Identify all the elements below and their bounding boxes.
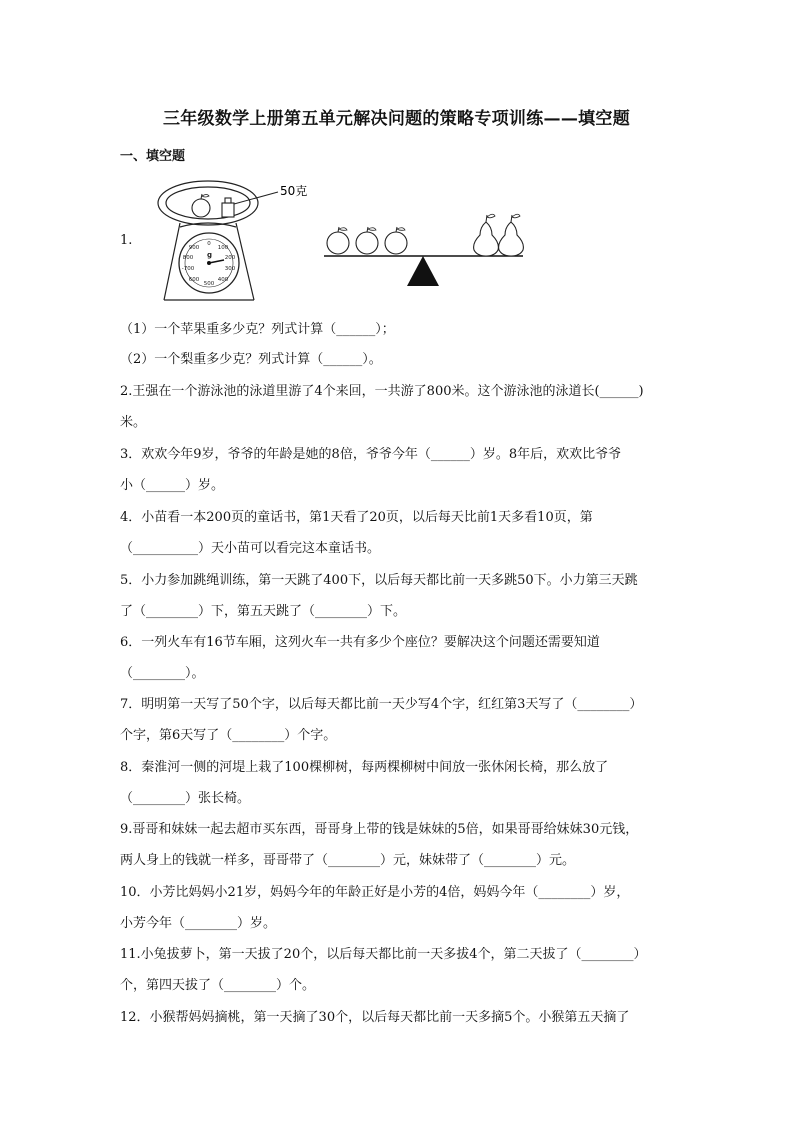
dial-needle <box>207 260 224 265</box>
question-9-line-2: 两人身上的钱就一样多，哥哥带了（________）元，妹妹带了（________）元。 <box>120 853 576 868</box>
apple-icon <box>192 194 210 217</box>
apple-icon <box>385 227 407 254</box>
question-1-number: 1. <box>120 233 133 248</box>
page-title: 三年级数学上册第五单元解决问题的策略专项训练——填空题 <box>162 109 631 129</box>
question-3-line-2: 小（______）岁。 <box>120 478 225 493</box>
dial-tick: 600 <box>188 277 200 283</box>
dial-tick: 900 <box>188 245 200 251</box>
dial-tick: 0 <box>207 241 211 247</box>
dial-tick: 800 <box>182 255 194 261</box>
dial-tick: 400 <box>217 277 229 283</box>
question-1-part-1: （1）一个苹果重多少克？列式计算（______）； <box>120 322 395 337</box>
question-12-line-1: 12．小猴帮妈妈摘桃，第一天摘了30个，以后每天都比前一天多摘5个。小猴第五天摘了 <box>120 1010 630 1025</box>
dial-tick: -700 <box>181 266 195 272</box>
section-heading: 一、填空题 <box>120 149 186 164</box>
question-11-line-2: 个，第四天拔了（________）个。 <box>120 978 316 993</box>
question-2-line-1: 2.王强在一个游泳池的泳道里游了4个来回，一共游了800米。这个游泳池的泳道长(______) <box>120 384 644 399</box>
dial-tick: 500 <box>203 281 215 287</box>
question-1-figure <box>150 175 530 305</box>
apple-icon <box>356 227 378 254</box>
dial-tick: 100 <box>217 245 229 251</box>
dial-tick: 300 <box>224 266 236 272</box>
dial-tick: 200 <box>224 255 236 261</box>
question-10-line-2: 小芳今年（________）岁。 <box>120 916 277 931</box>
weight-label: 50克 <box>280 184 308 198</box>
question-6-line-2: （________）。 <box>120 666 205 681</box>
question-5-line-1: 5．小力参加跳绳训练，第一天跳了400下，以后每天都比前一天多跳50下。小力第三天跳 <box>120 573 638 588</box>
question-4-line-1: 4．小苗看一本200页的童话书，第1天看了20页，以后每天比前1天多看10页，第 <box>120 510 593 525</box>
question-2-line-2: 米。 <box>120 415 147 430</box>
dial-unit: g <box>207 251 213 259</box>
pear-icon <box>474 214 499 256</box>
question-10-line-1: 10．小芳比妈妈小21岁，妈妈今年的年龄正好是小芳的4倍，妈妈今年（________）岁， <box>120 885 630 900</box>
question-8-line-2: （________）张长椅。 <box>120 791 251 806</box>
question-11-line-1: 11.小兔拔萝卜，第一天拔了20个，以后每天都比前一天多拔4个，第二天拔了（________） <box>120 947 647 962</box>
weight-icon <box>222 198 234 217</box>
question-3-line-1: 3．欢欢今年9岁，爷爷的年龄是她的8倍，爷爷今年（______）岁。8年后，欢欢比爷爷 <box>120 447 622 462</box>
apple-icon <box>327 227 349 254</box>
question-9-line-1: 9.哥哥和妹妹一起去超市买东西，哥哥身上带的钱是妹妹的5倍，如果哥哥给妹妹30元钱， <box>120 822 639 837</box>
question-8-line-1: 8．秦淮河一侧的河堤上栽了100棵柳树，每两棵柳树中间放一张休闲长椅，那么放了 <box>120 760 609 775</box>
question-7-line-2: 个字，第6天写了（________）个字。 <box>120 728 337 743</box>
pear-icon <box>499 214 524 256</box>
question-7-line-1: 7．明明第一天写了50个字，以后每天都比前一天少写4个字，红红第3天写了（________） <box>120 697 643 712</box>
question-6-line-1: 6．一列火车有16节车厢，这列火车一共有多少个座位？要解决这个问题还需要知道 <box>120 635 600 650</box>
question-5-line-2: 了（________）下，第五天跳了（________）下。 <box>120 604 407 619</box>
label-leader-line <box>234 192 278 204</box>
question-1-part-2: （2）一个梨重多少克？列式计算（______）。 <box>120 352 382 367</box>
question-4-line-2: （__________）天小苗可以看完这本童话书。 <box>120 541 381 556</box>
balance-fulcrum <box>407 256 439 286</box>
